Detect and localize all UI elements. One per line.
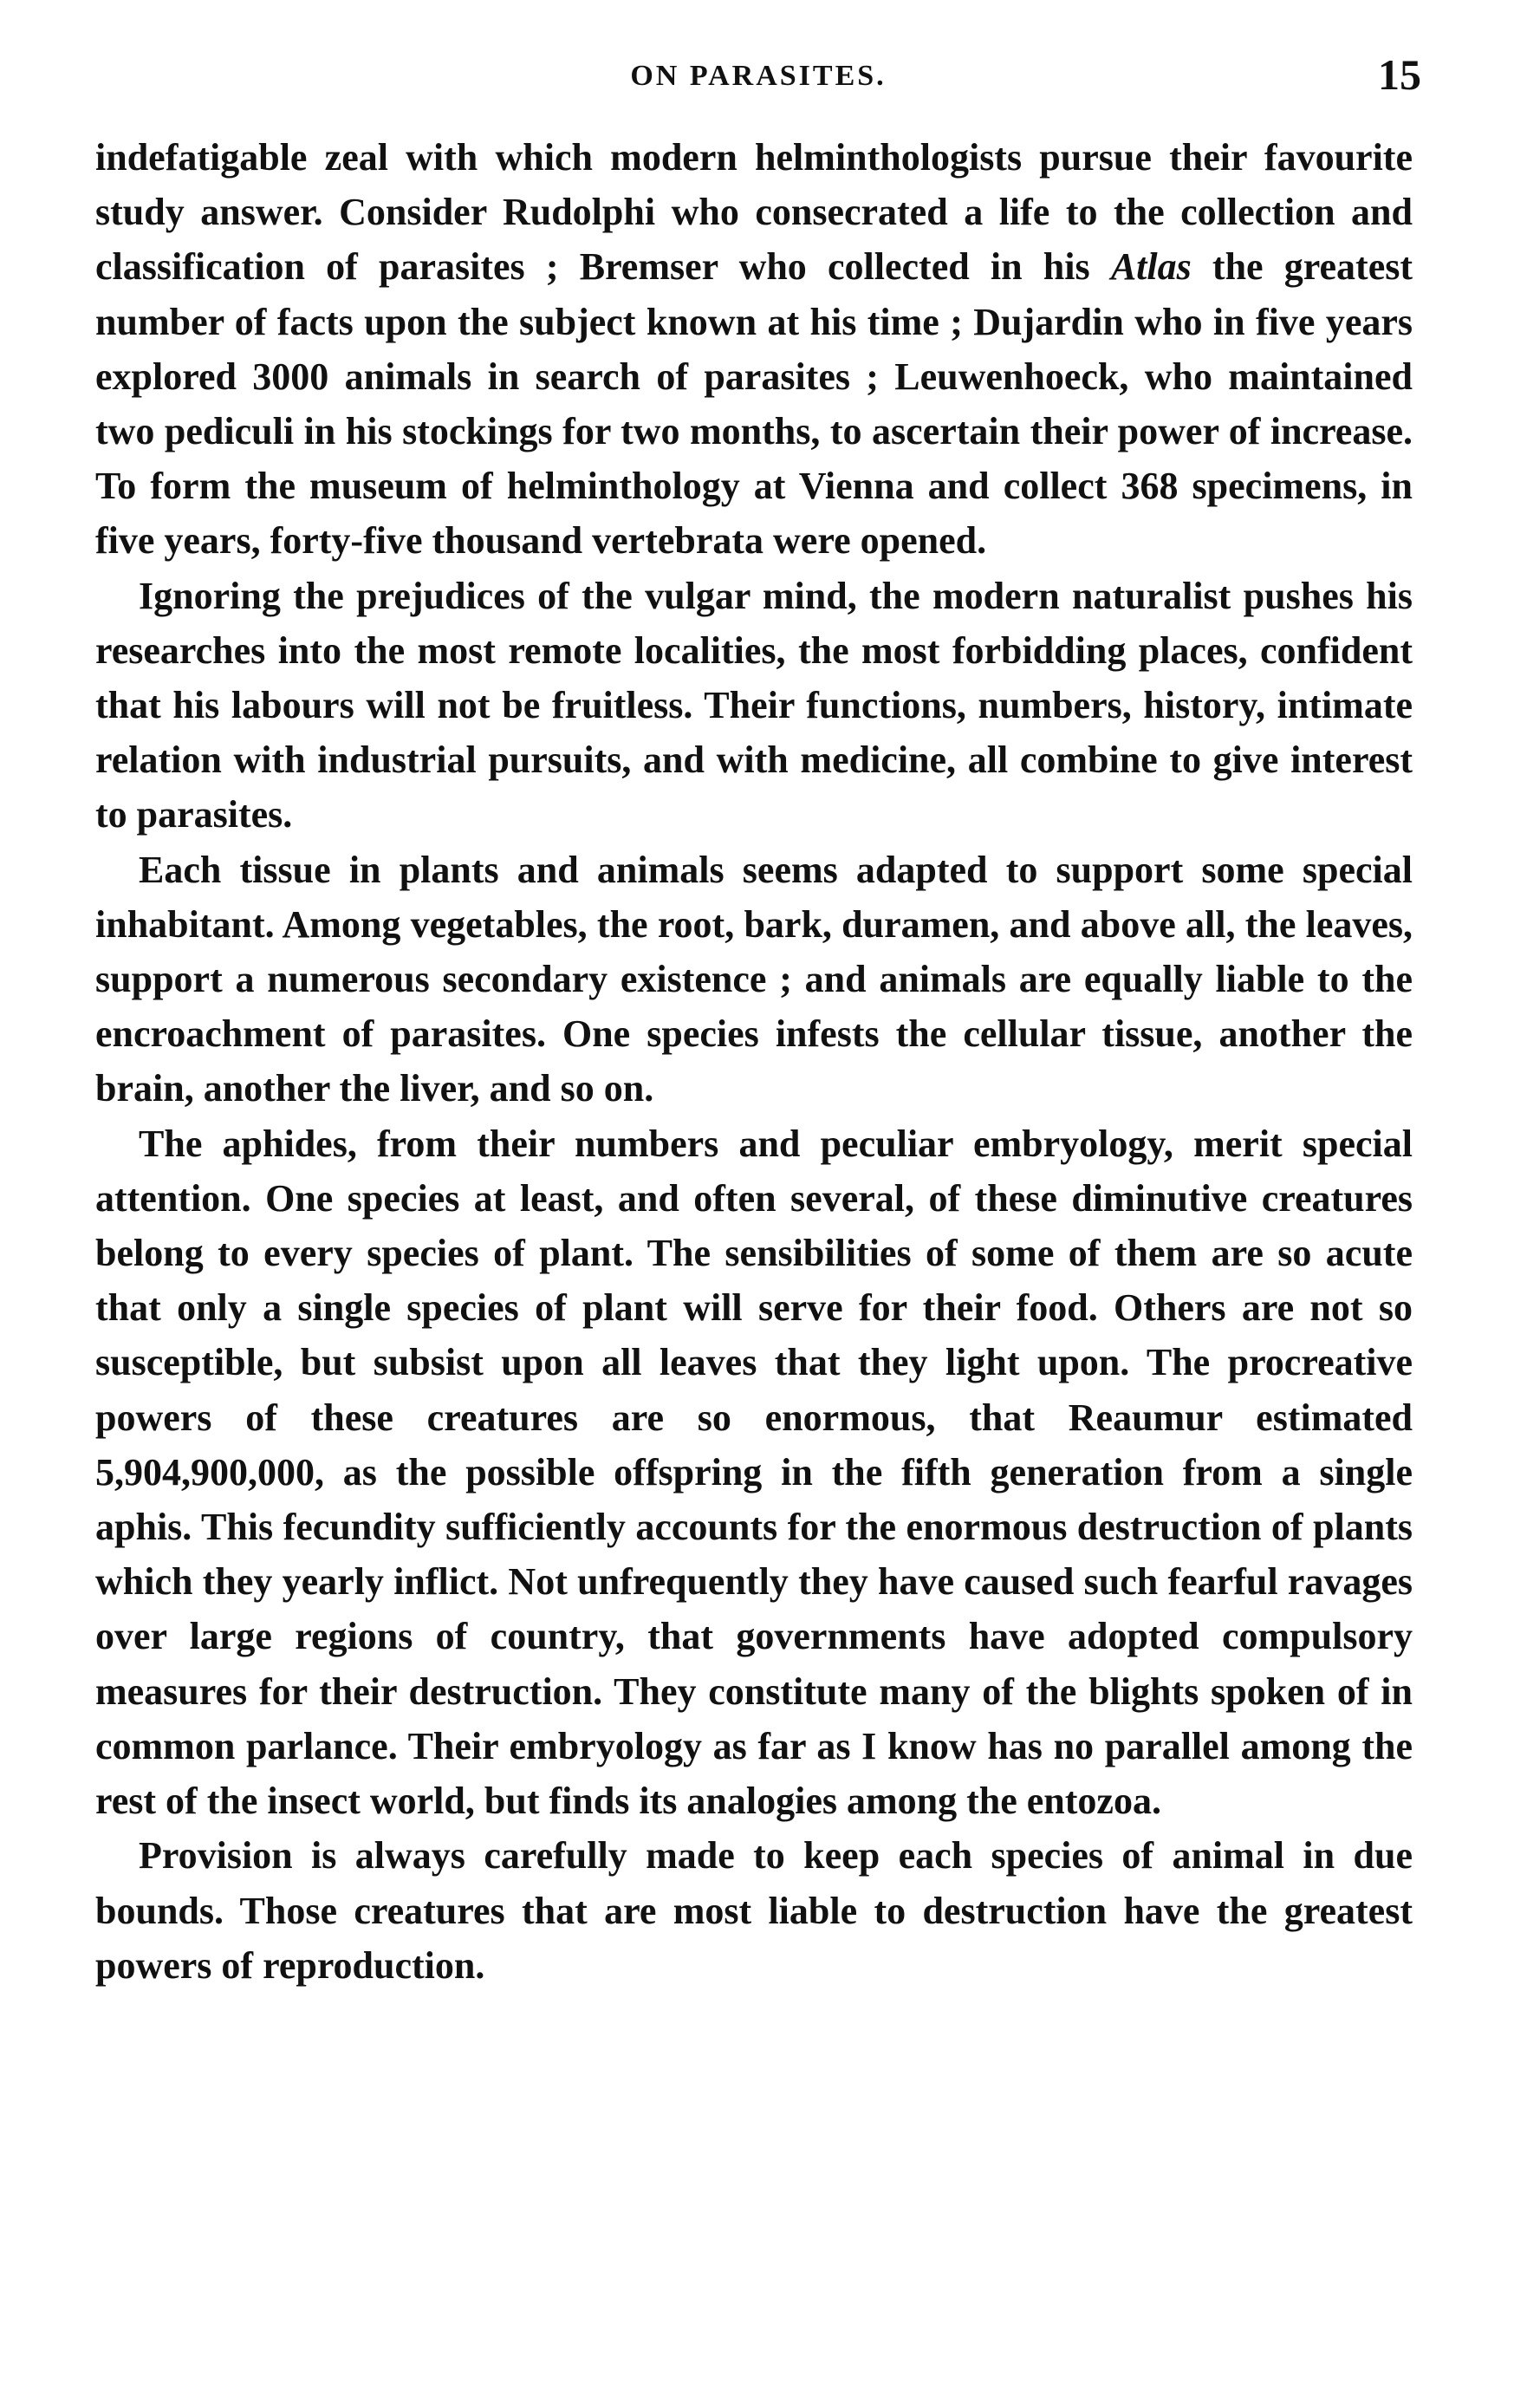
- paragraph-2: Ignoring the prejudices of the vulgar mind, the modern naturalist pushes his researches into the most remote localities, the most forbidding places, confident that his labours will not be fruitless. Their functions, numbers, history, intimate relation with industrial pursuits, and with medicine, all combine to give interest to parasites.: [95, 574, 1413, 836]
- paragraph-5: Provision is always carefully made to keep each species of animal in due bounds. Those creatures that are most liable to destruction have the greatest powers of reproduction.: [95, 1834, 1413, 1987]
- paragraph-4: The aphides, from their numbers and peculiar embryology, merit special attention. One species at least, and often several, of these diminutive creatures belong to every species of plant. The sensibilities of some of them are so acute that only a single species of plant will serve for their food. Others are not so susceptible, but subsist upon all leaves that they light upon. The procreative powers of these creatures are so enormous, that Reaumur estimated 5,904,900,000, as the possible offspring in the fifth generation from a single aphis. This fecundity sufficiently accounts for the enormous destruction of plants which they yearly inflict. Not unfrequently they have caused such fearful ravages over large regions of country, that governments have adopted compulsory measures for their destruction. They constitute many of the blights spoken of in common parlance. Their embryology as far as I know has no parallel among the rest of the insect world, but finds its analogies among the entozoa.: [95, 1122, 1413, 1823]
- atlas-title: Atlas: [1110, 245, 1192, 289]
- page-header: [95, 48, 1421, 117]
- body-text: [95, 130, 1413, 1993]
- paragraph-3: Each tissue in plants and animals seems adapted to support some special inhabitant. Among vegetables, the root, bark, duramen, and above all, the leaves, support a numerous secondary existence ; and animals are equally liable to the encroachment of parasites. One species infests the cellular tissue, another the brain, another the liver, and so on.: [95, 848, 1413, 1110]
- paragraph-1-text-b: the greatest number of facts upon the subject known at his time ; Dujardin who in five years explored 3000 animals in search of parasites ; Leuwenhoeck, who maintained two pediculi in his stockings for two months, to ascertain their power of increase. To form the museum of helminthology at Vienna and collect 368 specimens, in five years, forty-five thousand vertebrata were opened.: [95, 245, 1413, 563]
- running-head: ON PARASITES.: [630, 60, 887, 92]
- paragraph-1: [95, 130, 1413, 569]
- page-number: 15: [1378, 50, 1421, 99]
- paragraph-1-text-a: indefatigable zeal with which modern helminthologists pursue their favourite study answer. Consider Rudolphi who consecrated a life to the collection and classification of parasites ; Bremser who collected in his: [95, 136, 1413, 289]
